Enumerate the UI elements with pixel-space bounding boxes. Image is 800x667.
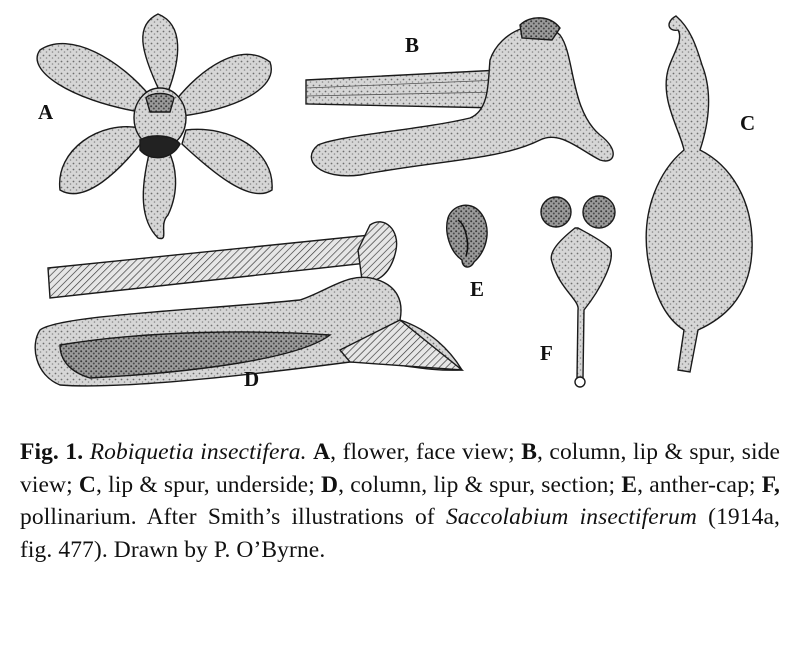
caption-species: Robiquetia insectifera.	[89, 439, 307, 465]
caption-text-b: , column, lip & spur, side view;	[20, 439, 781, 498]
drawing-e-anther-cap	[447, 205, 487, 267]
caption-fig-label: Fig. 1.	[20, 439, 84, 465]
caption-after-species: Saccolabium insectiferum	[445, 504, 697, 530]
figure-caption	[20, 436, 780, 566]
label-a: A	[38, 100, 54, 124]
drawing-a-flower	[37, 14, 272, 239]
caption-key-e: E	[621, 471, 638, 498]
caption-text-d: , column, lip & spur, section;	[338, 471, 622, 498]
label-b: B	[405, 33, 420, 57]
label-f: F	[540, 341, 553, 365]
caption-key-b: B	[521, 439, 537, 465]
drawing-d-column-section	[35, 222, 462, 386]
caption-key-f: F,	[761, 471, 780, 498]
caption-text-a: , flower, face view;	[330, 439, 522, 465]
label-e: E	[470, 277, 485, 301]
label-d: D	[244, 367, 260, 391]
caption-text-f: pollinarium.	[20, 504, 137, 530]
drawing-c-lip-spur-underside	[646, 16, 752, 372]
caption-key-c: C	[78, 471, 96, 498]
caption-key-a: A	[313, 439, 331, 465]
drawing-b-column-lip-spur	[306, 18, 613, 176]
caption-text-c: , lip & spur, underside;	[95, 471, 321, 498]
caption-key-d: D	[320, 471, 339, 498]
caption-text-e: , anther-cap;	[637, 471, 762, 498]
caption-after-text: After Smith’s illustrations of	[146, 504, 446, 530]
label-c: C	[740, 111, 756, 135]
caption-source: (1914a, fig. 477). Drawn by P. O’Byrne.	[20, 504, 780, 563]
